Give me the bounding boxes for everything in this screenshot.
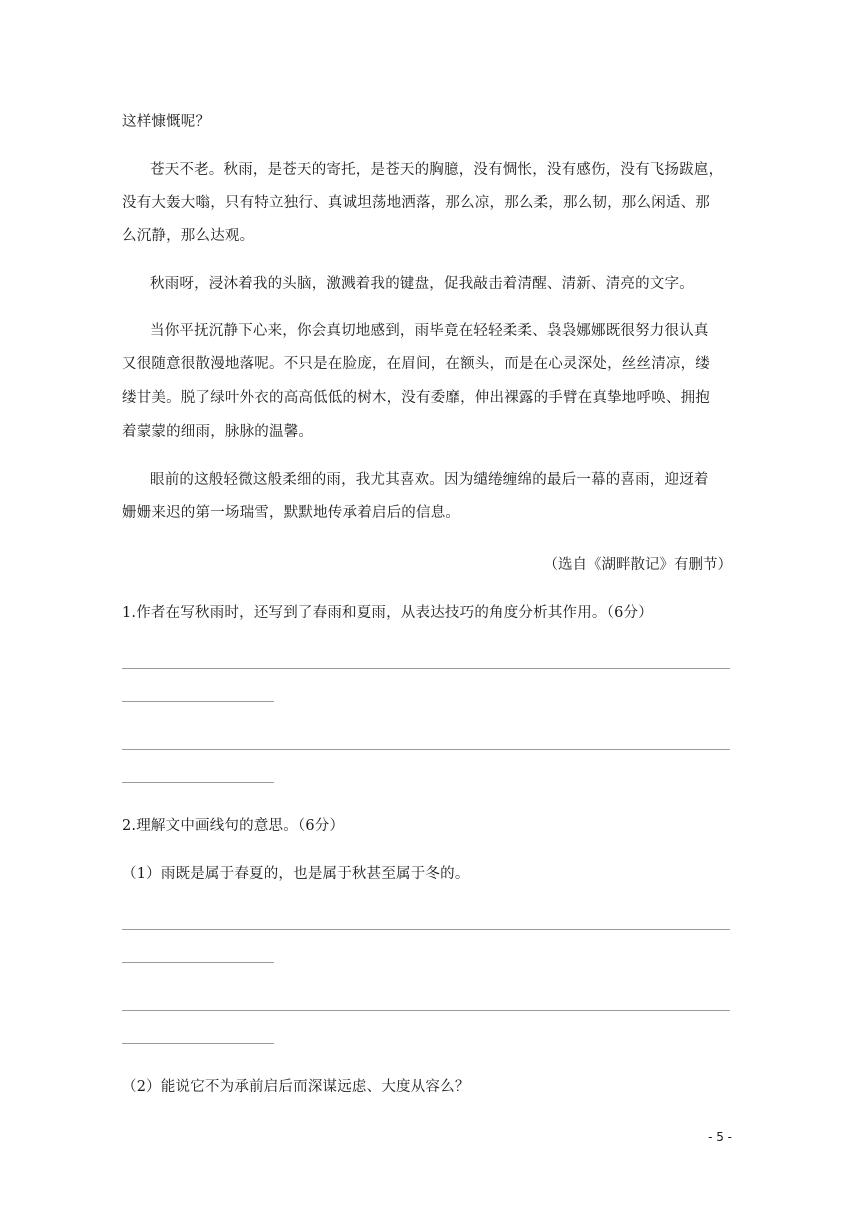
source-citation: （选自《湖畔散记》有删节） [543,557,732,573]
answer-line [122,1010,730,1011]
passage-line: 着蒙蒙的细雨，脉脉的温馨。 [122,424,314,440]
passage-line: 秋雨呀，浸沐着我的头脑，激溅着我的键盘，促我敲击着清醒、清新、清亮的文字。 [150,276,694,292]
answer-line [122,962,274,963]
passage-line: 苍天不老。秋雨，是苍天的寄托，是苍天的胸臆，没有惆怅，没有感伤，没有飞扬跋扈， [150,162,724,178]
passage-line: 没有大轰大嗡，只有特立独行、真诚坦荡地洒落，那么凉，那么柔，那么韧，那么闲适、那 [122,195,710,211]
passage-line: 缕甘美。脱了绿叶外衣的高高低低的树木，没有委靡，伸出裸露的手臂在真挚地呼唤、拥抱 [122,390,710,406]
answer-line [122,1043,274,1044]
passage-line: 么沉静，那么达观。 [122,228,255,244]
page-number: - 5 - [708,1130,732,1144]
question-2: 2.理解文中画线句的意思。（6分） [122,818,345,834]
question-1: 1.作者在写秋雨时，还写到了春雨和夏雨，从表达技巧的角度分析其作用。（6分） [122,605,653,621]
answer-line [122,782,274,783]
passage-line: 又很随意很散漫地落呢。不只是在脸庞，在眉间，在额头，而是在心灵深处，丝丝清凉，缕 [122,356,710,372]
question-2-2: （2）能说它不为承前启后而深谋远虑、大度从容么？ [122,1079,470,1095]
passage-line: 眼前的这般轻微这般柔细的雨，我尤其喜欢。因为缱绻缠绵的最后一幕的喜雨，迎迓着 [150,472,709,488]
passage-line: 这样慷慨呢？ [122,114,211,130]
answer-line [122,668,730,669]
answer-line [122,701,274,702]
question-2-1: （1）雨既是属于春夏的，也是属于秋甚至属于冬的。 [122,866,470,882]
passage-line: 姗姗来迟的第一场瑞雪，默默地传承着启后的信息。 [122,505,461,521]
passage-line: 当你平抚沉静下心来，你会真切地感到，雨毕竟在轻轻柔柔、袅袅娜娜既很努力很认真 [150,323,709,339]
answer-line [122,749,730,750]
answer-line [122,929,730,930]
